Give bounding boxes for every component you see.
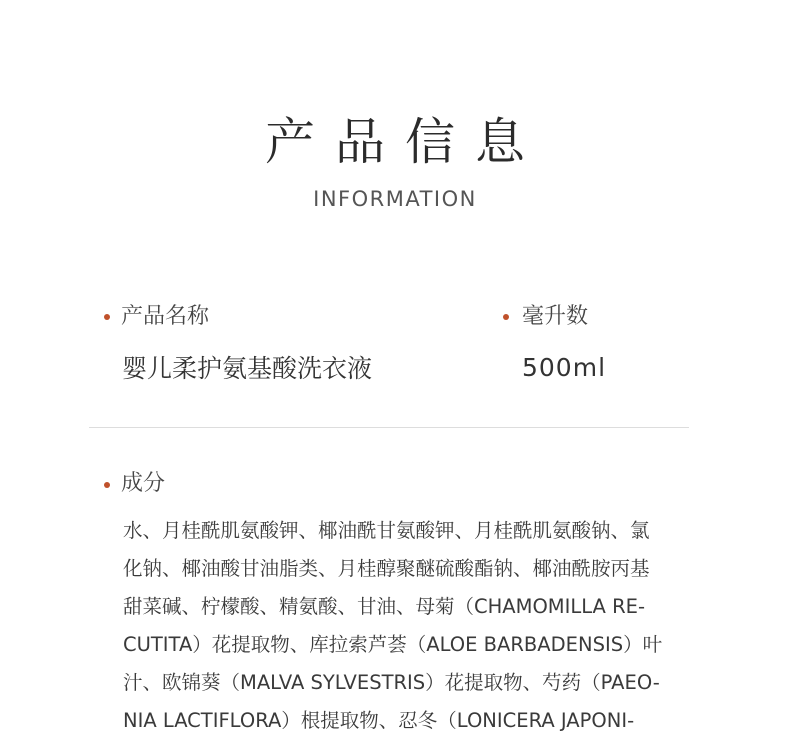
product-name-bullet-icon [104, 314, 110, 320]
ingredients-line: NIA LACTIFLORA）根提取物、忍冬（LONICERA JAPONI- [123, 709, 635, 732]
volume-label: 毫升数 [522, 304, 589, 329]
page-subtitle: INFORMATION [313, 187, 477, 211]
ingredients-text [123, 512, 683, 740]
page-title: 产品信息 [265, 113, 545, 171]
ingredients-label: 成分 [121, 471, 166, 496]
product-name-label: 产品名称 [121, 304, 210, 329]
product-name-value: 婴儿柔护氨基酸洗衣液 [122, 354, 373, 383]
volume-value: 500ml [522, 353, 607, 382]
ingredients-line: 化钠、椰油酸甘油脂类、月桂醇聚醚硫酸酯钠、椰油酰胺丙基 [123, 557, 650, 580]
ingredients-bullet-icon [104, 482, 110, 488]
section-divider [89, 427, 689, 428]
ingredients-line: 汁、欧锦葵（MALVA SYLVESTRIS）花提取物、芍药（PAEO- [123, 671, 660, 694]
ingredients-line: 甜菜碱、柠檬酸、精氨酸、甘油、母菊（CHAMOMILLA RE- [123, 595, 645, 618]
volume-bullet-icon [503, 314, 509, 320]
ingredients-line: 水、月桂酰肌氨酸钾、椰油酰甘氨酸钾、月桂酰肌氨酸钠、氯 [123, 519, 650, 542]
ingredients-line: CUTITA）花提取物、库拉索芦荟（ALOE BARBADENSIS）叶 [123, 633, 663, 656]
